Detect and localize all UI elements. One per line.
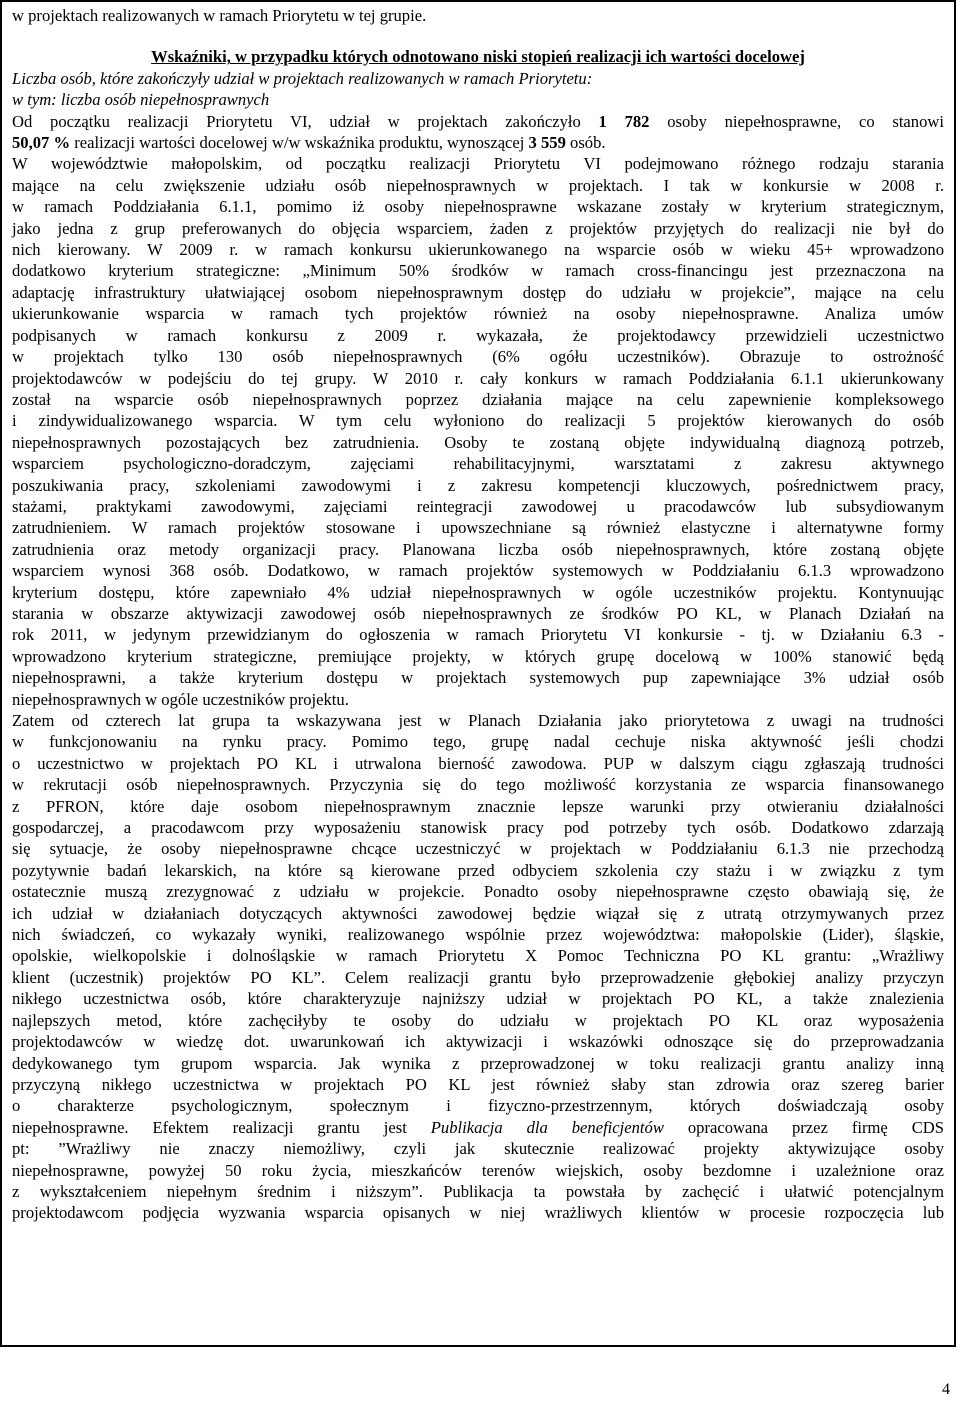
paragraph-2-line: w projektach tylko 130 osób niepełnosprawnych (6% ogółu uczestników). Obrazuje to ostrożność: [12, 347, 944, 367]
paragraph-3-line: się sytuacje, że osoby niepełnosprawne chcące uczestniczyć w projektach w Poddziałaniu 6.1.3 nie przechodzą: [12, 839, 944, 859]
paragraph-3-line: dedykowanego tym grupom wsparcia. Jak wynika z przeprowadzonej w toku realizacji grantu analizy inną: [12, 1053, 944, 1073]
paragraph-3: [12, 710, 944, 1117]
paragraph-1-line: [12, 111, 944, 132]
text-run: osoby niepełnosprawne, co stanowi: [649, 111, 944, 131]
text-run: opracowana przez firmę CDS: [663, 1117, 945, 1137]
paragraph-3-line: najlepszych metod, które zachęciłyby te osoby do udziału w projektach PO KL oraz wyposażenia: [12, 1010, 944, 1030]
bold-value: 50,07 %: [12, 133, 71, 153]
paragraph-2-line: ukierunkowanie wsparcia w ramach tych projektów również na osoby niepełnosprawne. Analiza umów: [12, 304, 944, 324]
indicator-line-2: w tym: liczba osób niepełnosprawnych: [12, 90, 270, 110]
paragraph-2-line: poszukiwania pracy, szkoleniami zawodowymi i z zakresu kompetencji kluczowych, pośrednictwem pracy,: [12, 475, 944, 495]
paragraph-2-line: i zindywidualizowanego wsparcia. W tym celu wyłoniono do realizacji 5 projektów kierowanych do osób: [12, 411, 944, 431]
paragraph-3-line: ostatecznie muszą zrezygnować z udziału w projekcie. Ponadto osoby niepełnosprawne często obawiają się, że: [12, 882, 944, 902]
paragraph-2-line: projektodawców w podejściu do tej grupy. W 2010 r. cały konkurs w ramach Poddziałania 6.1.1 ukierunkowany: [12, 368, 944, 388]
paragraph-2-line: stażami, praktykami zawodowymi, zajęciami reintegracji zawodowej u pracodawców lub subsydiowanym: [12, 496, 944, 516]
paragraph-2-line: adaptację infrastruktury ułatwiającej osobom niepełnosprawnym dostęp do udziału w projekcie”, mające na celu: [12, 282, 944, 302]
paragraph-2-line: W województwie małopolskim, od początku realizacji Priorytetu VI podejmowano różnego rodzaju starania: [12, 154, 944, 174]
text-run: realizacji wartości docelowej w/w wskaźnika produktu, wynoszącej: [70, 133, 529, 153]
paragraph-2-line: mające na celu zwiększenie udziału osób niepełnosprawnych w projektach. I tak w konkursie w 2008 r.: [12, 175, 944, 195]
paragraph-2-line: podpisanych w ramach konkursu z 2009 r. wykazała, że projektodawcy przewidzieli uczestnictwo: [12, 325, 944, 345]
paragraph-2-line: wsparciem wynosi 368 osób. Dodatkowo, w ramach projektów systemowych w Poddziałaniu 6.1.3 wprowadzono: [12, 561, 944, 581]
page-number: 4: [942, 1381, 950, 1398]
text-run: Od początku realizacji Priorytetu VI, udział w projektach zakończyło: [12, 111, 599, 131]
paragraph-3-line: nikłego uczestnictwa osób, które charakteryzuje najniższy udział w projektach PO KL, a także znalezienia: [12, 989, 944, 1009]
paragraph-2-line: w ramach Poddziałania 6.1.1, pomimo iż osoby niepełnosprawne wskazane zostały w kryterium strategicznym,: [12, 197, 944, 217]
paragraph-3-line: o charakterze psychologicznym, społecznym i fizyczno-przestrzennym, których doświadczają osoby: [12, 1096, 944, 1116]
paragraph-2-line: starania w obszarze aktywizacji zawodowej osób niepełnosprawnych ze środków PO KL, w Planach Działań na: [12, 603, 944, 623]
paragraph-3-line: przyczyną nikłego uczestnictwa w projektach PO KL jest również słaby stan zdrowia oraz szereg barier: [12, 1074, 944, 1094]
text-run: niepełnosprawne. Efektem realizacji grantu jest: [12, 1117, 431, 1137]
paragraph-2-line: zatrudnienia oraz metody organizacji pracy. Planowana liczba osób niepełnosprawnych, które zostaną objęte: [12, 539, 944, 559]
indicator-line-1: Liczba osób, które zakończyły udział w projektach realizowanych w ramach Priorytetu:: [12, 68, 593, 88]
paragraph-2-line: wprowadzono kryterium strategiczne, premiujące projekty, w których grupę docelową w 100% stanowić będą: [12, 646, 944, 666]
paragraph-3-line: projektodawców w wiedzę dot. uwarunkowań ich aktywizacji i wskazówki odnoszące się do przeprowadzania: [12, 1032, 944, 1052]
paragraph-2-line: kryterium dostępu, które zapewniało 4% udział niepełnosprawnych w ogóle uczestników projektu. Kontynuując: [12, 582, 944, 602]
paragraph-3-line: gospodarczej, a pracodawcom przy wyposażeniu stanowisk pracy pod potrzeby tych osób. Dodatkowo zdarzają: [12, 818, 944, 838]
paragraph-2-line: zatrudnieniem. W ramach projektów stosowane i upowszechniane są również elastyczne i alternatywne formy: [12, 518, 944, 538]
bold-value: 3 559: [528, 133, 566, 153]
paragraph-3-end: [12, 1138, 944, 1224]
paragraph-2: [12, 153, 944, 688]
paragraph-3-line: klient (uczestnik) projektów PO KL”. Celem realizacji grantu było przeprowadzenie głębokiej analizy przyczyn: [12, 967, 944, 987]
paragraph-3-line: w funkcjonowaniu na rynku pracy. Pomimo tego, grupę nadal cechuje niska aktywność jeśli chodzi: [12, 732, 944, 752]
text-run: osób.: [565, 133, 606, 153]
paragraph-3-line: niepełnosprawne, powyżej 50 roku życia, mieszkańców terenów wiejskich, osoby bezdomne i uzależnione oraz: [12, 1160, 944, 1180]
italic-title: Publikacja dla beneficjentów: [430, 1117, 664, 1137]
paragraph-2-last-line: niepełnosprawnych w ogóle uczestników projektu.: [12, 689, 349, 709]
paragraph-3-line: ich udział w działaniach dotyczących aktywności zawodowej będzie wiązał się z utratą otrzymywanych przez: [12, 903, 944, 923]
paragraph-2-line: dodatkowo kryterium strategiczne: „Minimum 50% środków w ramach cross-financingu jest przeznaczona na: [12, 261, 944, 281]
paragraph-3-line: pozytywnie badań lekarskich, na które są kierowane przed odbyciem szkolenia czy stażu i w związku z tym: [12, 860, 944, 880]
paragraph-2-line: został na wsparcie osób niepełnosprawnych poprzez działania mające na celu zapewnienie kompleksowego: [12, 389, 944, 409]
paragraph-2-line: niepełnosprawni, a także kryterium dostępu w projektach systemowych pup zapewniające 3% udział osób: [12, 668, 944, 688]
paragraph-3-line: projektodawcom podjęcia wyzwania wsparcia opisanych w niej wrażliwych klientów w procesie rozpoczęcia lub: [12, 1203, 944, 1223]
paragraph-3-line: o uczestnictwo w projektach PO KL i utrwalona bierność zawodowa. PUP w dalszym ciągu zgłaszają trudności: [12, 753, 944, 773]
paragraph-3-publication-line: [12, 1117, 944, 1138]
paragraph-3-line: z PFRON, które daje osobom niepełnosprawnym znacznie lepsze warunki przy otwieraniu działalności: [12, 796, 944, 816]
section-heading: Wskaźniki, w przypadku których odnotowano niski stopień realizacji ich wartości docelowej: [151, 47, 805, 67]
paragraph-3-line: z wykształceniem niepełnym średnim i niższym”. Publikacja ta powstała by zachęcić i ułatwić potencjalnym: [12, 1181, 944, 1201]
paragraph-2-line: wsparciem psychologiczno-doradczym, zajęciami rehabilitacyjnymi, warsztatami z zakresu aktywnego: [12, 454, 944, 474]
paragraph-3-line: pt: ”Wrażliwy nie znaczy niemożliwy, czyli jak skutecznie realizować projekty aktywizujące osoby: [12, 1139, 944, 1159]
paragraph-3-line: opolskie, wielkopolskie i dolnośląskie w ramach Priorytetu X Pomoc Techniczna PO KL grantu: „Wrażliwy: [12, 946, 944, 966]
paragraph-3-line: w rekrutacji osób niepełnosprawnych. Przyczynia się do tego możliwość korzystania ze wsparcia finansowanego: [12, 775, 944, 795]
paragraph-3-line: Zatem od czterech lat grupa ta wskazywana jest w Planach Działania jako priorytetowa z uwagi na trudności: [12, 711, 944, 730]
paragraph-2-line: rok 2011, w jedynym przewidzianym do ogłoszenia w ramach Priorytetu VI konkursie - tj. w Działaniu 6.3 -: [12, 625, 944, 645]
paragraph-2-line: nich kierowany. W 2009 r. w ramach konkursu ukierunkowanego na wsparcie osób w wieku 45+ wprowadzono: [12, 240, 944, 260]
paragraph-2-line: jako jedna z grup preferowanych do objęcia wsparciem, żaden z projektów przyjętych do realizacji nie był do: [12, 218, 944, 238]
paragraph-3-line: nich świadczeń, co wykazały wyniki, realizowanego wspólnie przez województwa: małopolskie (Lider), śląskie,: [12, 925, 944, 945]
bold-value: 1 782: [598, 111, 650, 131]
paragraph-2-line: niepełnosprawnych pozostających bez zatrudnienia. Osoby te zostaną objęte indywidualną diagnozą potrzeb,: [12, 432, 944, 452]
intro-line: w projektach realizowanych w ramach Priorytetu w tej grupie.: [12, 6, 427, 25]
paragraph-1-line: [12, 132, 944, 153]
